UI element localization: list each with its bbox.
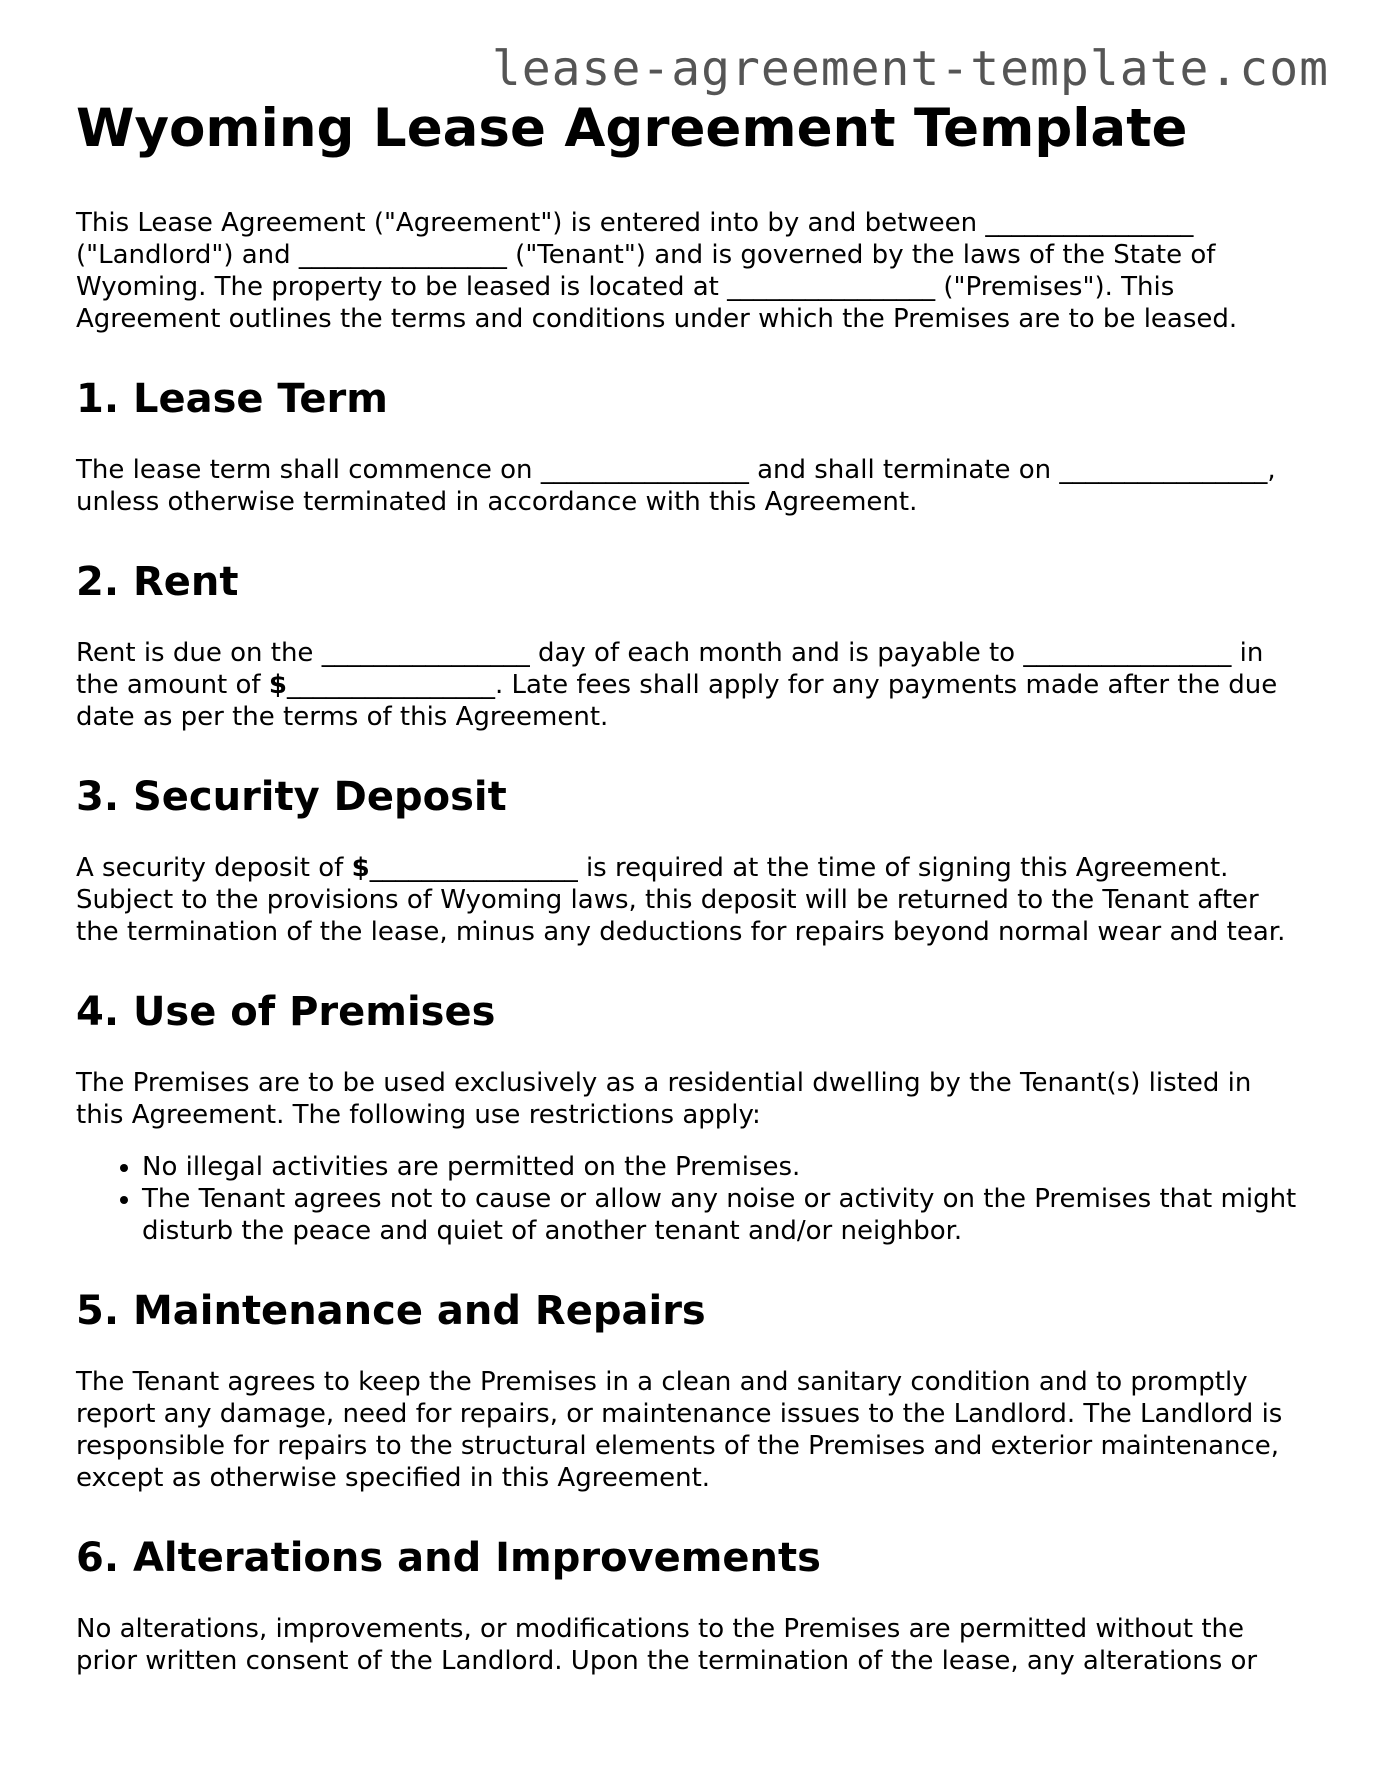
landlord-blank: ________________ — [985, 208, 1194, 238]
list-item: • The Tenant agrees not to cause or allow any noise or activity on the Premises that might disturb the peace and quiet of another tenant and/or neighbor. — [142, 1183, 1306, 1247]
section-heading-alterations: 6. Alterations and Improvements — [76, 1535, 821, 1581]
use-of-premises-paragraph: The Premises are to be used exclusively as a residential dwelling by the Tenant(s) listed in this Agreement. The following use restrictions apply: — [76, 1068, 1252, 1130]
payee-blank: ________________ — [1023, 638, 1232, 668]
section-heading-rent: 2. Rent — [76, 559, 239, 605]
security-deposit-paragraph — [76, 852, 1306, 948]
lease-term-text: , unless otherwise terminated in accordance with this Agreement. — [76, 455, 1276, 517]
rent-text: . Late fees shall apply for any payments made after the due date as per the terms of this Agreement. — [76, 670, 1278, 732]
list-item: • No illegal activities are permitted on the Premises. — [142, 1151, 1306, 1183]
site-watermark: lease-agreement-template.com — [491, 41, 1329, 97]
dollar-sign: $ — [351, 853, 370, 883]
document-page — [76, 97, 1306, 1677]
rent-text: Rent is due on the — [76, 638, 322, 668]
section-heading-security-deposit: 3. Security Deposit — [76, 774, 507, 820]
rent-paragraph — [76, 637, 1306, 733]
rent-text: day of each month and is payable to — [529, 638, 1024, 668]
rent-amount-blank: ________________ — [286, 670, 495, 700]
deposit-text: A security deposit of — [76, 853, 352, 883]
maintenance-paragraph: The Tenant agrees to keep the Premises in a clean and sanitary condition and to promptly report any damage, need for repairs, or maintenance issues to the Landlord. The Landlord is responsible for repairs to the structural elements of the Premises and exterior maintenance, except as otherwise specified in this Agreement. — [76, 1367, 1283, 1493]
intro-text: ("Tenant") and is governed by the laws of the State of Wyoming. The property to be leased is located at — [76, 240, 1216, 302]
lease-term-text: The lease term shall commence on — [76, 455, 541, 485]
rent-text: in the amount of — [76, 638, 1264, 700]
intro-text: This Lease Agreement ("Agreement") is entered into by and between — [76, 208, 986, 238]
end-date-blank: ________________ — [1059, 455, 1268, 485]
due-day-blank: ________________ — [321, 638, 530, 668]
use-restrictions-list — [76, 1151, 1306, 1247]
tenant-blank: ________________ — [298, 240, 507, 270]
alterations-paragraph: No alterations, improvements, or modifications to the Premises are permitted without the prior written consent of the Landlord. Upon the termination of the lease, any alterations or — [76, 1614, 1258, 1676]
deposit-text: is required at the time of signing this Agreement. Subject to the provisions of Wyoming laws, this deposit will be returned to the Tenant after the termination of the lease, minus any deductions for repairs beyond normal wear and tear. — [76, 853, 1286, 947]
section-heading-lease-term: 1. Lease Term — [76, 376, 388, 422]
premises-blank: ________________ — [727, 272, 936, 302]
dollar-sign: $ — [268, 670, 287, 700]
lease-term-text: and shall terminate on — [748, 455, 1060, 485]
page-title: Wyoming Lease Agreement Template — [76, 98, 1188, 159]
section-heading-use-of-premises: 4. Use of Premises — [76, 989, 496, 1035]
intro-text: ("Landlord") and — [76, 240, 299, 270]
section-heading-maintenance: 5. Maintenance and Repairs — [76, 1288, 706, 1334]
deposit-amount-blank: ________________ — [369, 853, 578, 883]
lease-term-paragraph — [76, 454, 1306, 518]
intro-text: ("Premises"). This Agreement outlines the terms and conditions under which the Premises are to be leased. — [76, 272, 1238, 334]
start-date-blank: ________________ — [540, 455, 749, 485]
intro-paragraph — [76, 207, 1306, 335]
